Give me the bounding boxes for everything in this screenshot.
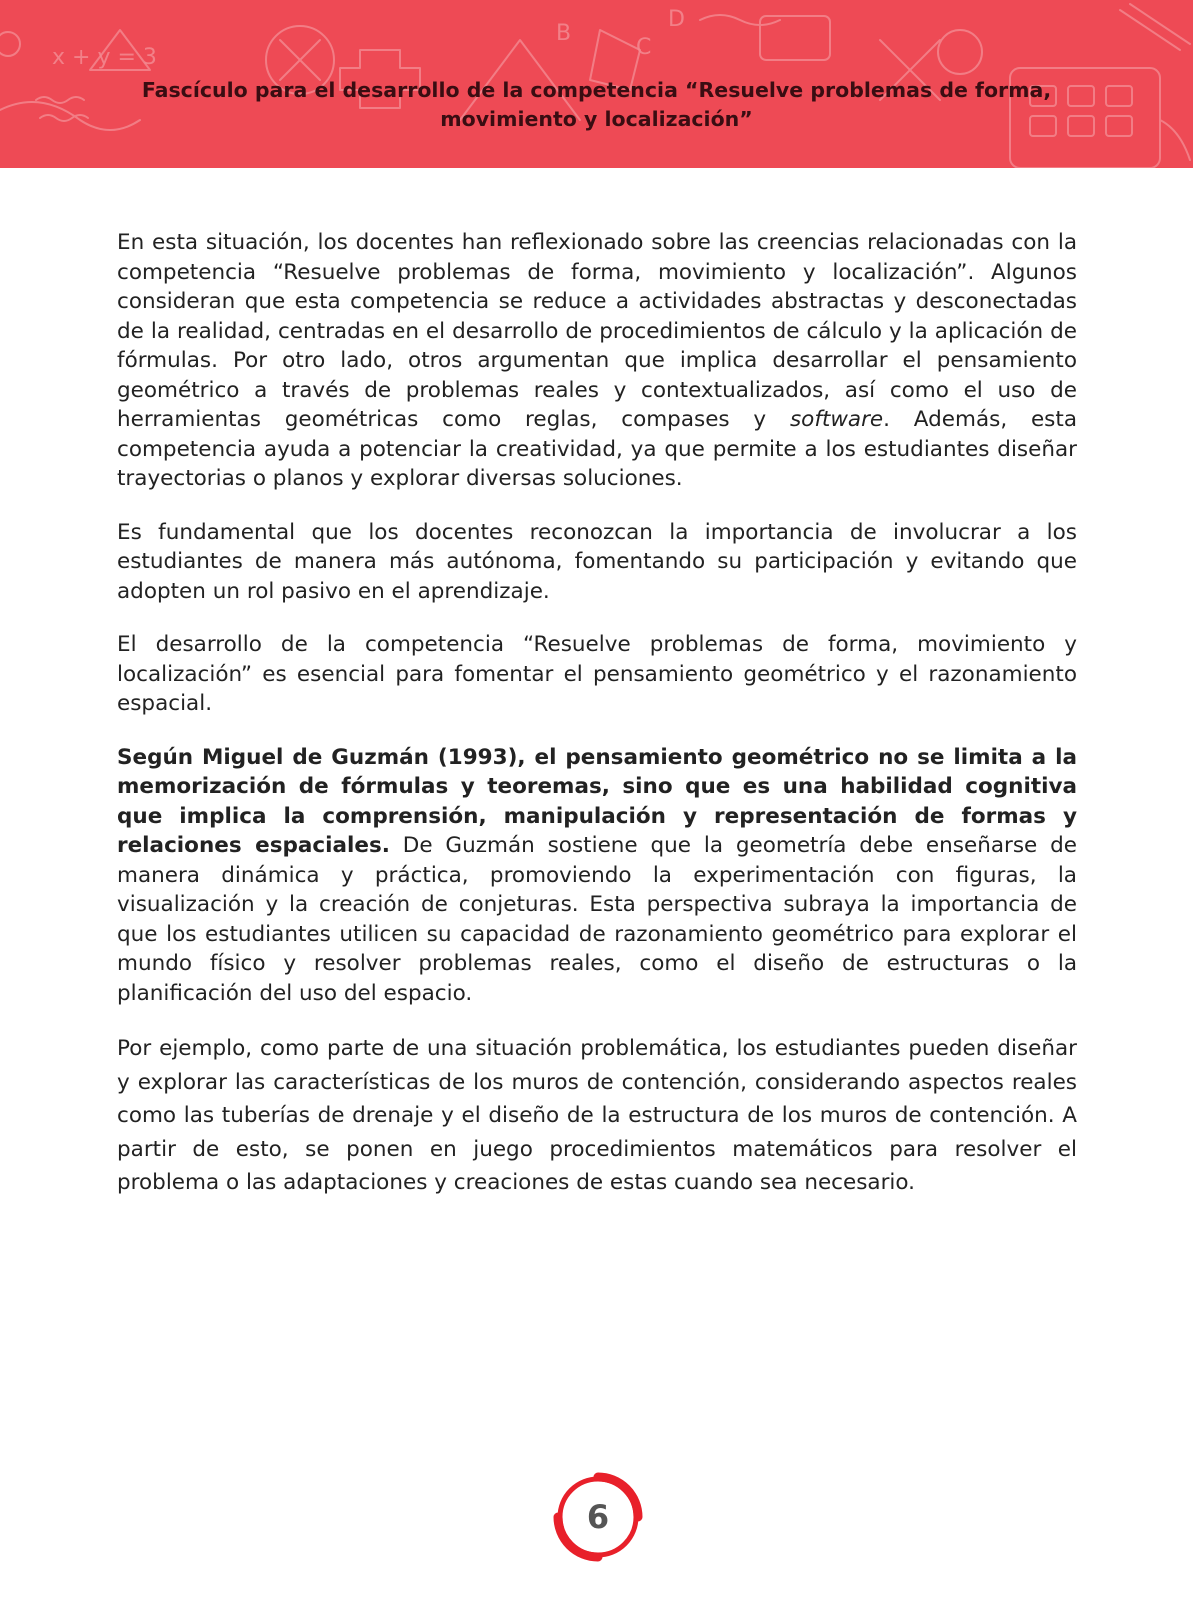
page-number-badge (552, 1471, 644, 1563)
guzman-bold-quote: Según Miguel de Guzmán (1993), el pensamiento geométrico no se limita a la memorización de fórmulas y teoremas, sino que es una habilidad cognitiva que implica la comprensión, manipulación y representación de formas y relaciones espaciales. (117, 744, 1077, 858)
doodle-letter-d: D (668, 7, 685, 32)
paragraph-desarrollo: El desarrollo de la competencia “Resuelve problemas de forma, movimiento y localización” es esencial para fomentar el pensamiento geométrico y el razonamiento espacial. (117, 632, 1077, 716)
page-number: 6 (586, 1498, 610, 1536)
software-italic-term: software (789, 407, 884, 432)
paragraph-creencias-text-b: . Además, esta competencia ayuda a potenciar la creatividad, ya que permite a los estudiantes diseñar trayectorias o planos y explorar diversas soluciones. (117, 407, 1077, 491)
guzman-rest-text: De Guzmán sostiene que la geometría debe enseñarse de manera dinámica y práctica, promoviendo la experimentación con figuras, la visualización y la creación de conjeturas. Esta perspectiva subraya la importancia de que los estudiantes utilicen su capacidad de razonamiento geométrico para explorar el mundo físico y resolver problemas reales, como el diseño de estructuras o la planificación del uso del espacio. (117, 833, 1077, 1006)
main-content (117, 228, 1077, 1224)
paragraph-autonomia: Es fundamental que los docentes reconozcan la importancia de involucrar a los estudiantes de manera más autónoma, fomentando su participación y evitando que adopten un rol pasivo en el aprendizaje. (117, 519, 1077, 604)
header-title-line-1: Fascículo para el desarrollo de la competencia “Resuelve problemas de forma, (141, 78, 1052, 102)
page-header (0, 0, 1193, 168)
paragraph-ejemplo: Por ejemplo, como parte de una situación problemática, los estudiantes pueden diseñar y explorar las características de los muros de contención, considerando aspectos reales como las tuberías de drenaje y el diseño de la estructura de los muros de contención. A partir de esto, se ponen en juego procedimientos matemáticos para resolver el problema o las adaptaciones y creaciones de estas cuando sea necesario. (117, 1036, 1077, 1195)
header-title-line-2: movimiento y localización” (440, 107, 753, 131)
paragraph-creencias (117, 228, 1077, 494)
doodle-formula-text: x + y = 3 (52, 45, 157, 70)
paragraph-creencias-text-a: En esta situación, los docentes han reflexionado sobre las creencias relacionadas con la competencia “Resuelve problemas de forma, movimiento y localización”. Algunos consideran que esta competencia se reduce a actividades abstractas y desconectadas de la realidad, centradas en el desarrollo de procedimientos de cálculo y la aplicación de fórmulas. Por otro lado, otros argumentan que implica desarrollar el pensamiento geométrico a través de problemas reales y contextualizados, así como el uso de herramientas geométricas como reglas, compases y (117, 230, 1077, 432)
doodle-letter-b: B (556, 21, 572, 46)
header-title (60, 76, 1133, 134)
paragraph-guzman (117, 743, 1077, 1009)
doodle-letter-c: C (636, 35, 652, 60)
